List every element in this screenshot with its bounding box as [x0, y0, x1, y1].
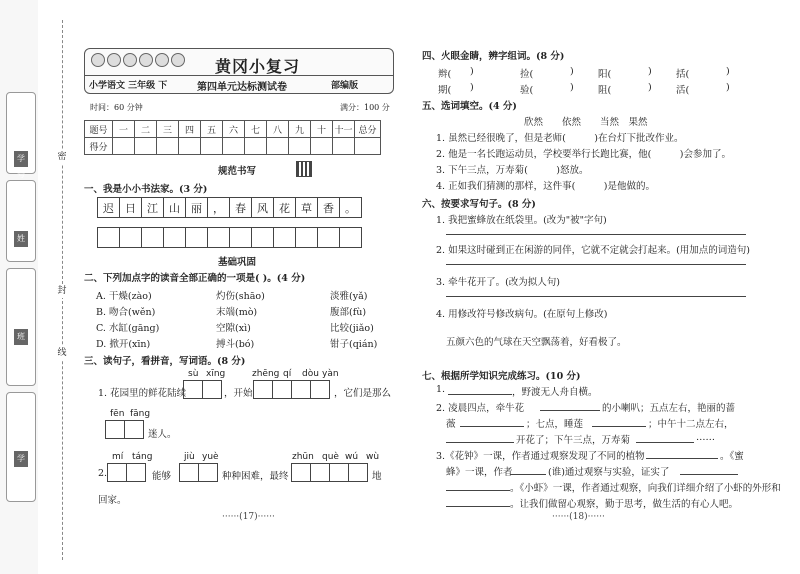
answer-line[interactable] — [446, 296, 746, 297]
score-header: 六 — [223, 121, 245, 138]
answer-line[interactable] — [646, 458, 718, 459]
q5-title: 五、选词填空。(4 分) — [422, 101, 517, 112]
score-header: 十一 — [333, 121, 355, 138]
qr-code-icon — [296, 161, 312, 177]
q7-text: 蜂》一课，作者 — [446, 467, 513, 478]
q4-close: ) — [648, 66, 652, 77]
q2-option-c-word: 比较(jiǎo) — [330, 323, 374, 334]
model-char: 丽 — [185, 197, 208, 218]
score-table — [84, 120, 381, 155]
answer-line[interactable] — [446, 490, 510, 491]
score-cell[interactable] — [157, 138, 179, 155]
pinyin: yàn — [322, 369, 339, 379]
model-char: 香 — [317, 197, 340, 218]
copy-model-grid — [98, 197, 362, 218]
q3-title: 三、读句子，看拼音，写词语。(8 分) — [84, 356, 246, 367]
answer-line[interactable] — [592, 426, 646, 427]
class-field[interactable] — [6, 268, 36, 386]
tab-label-class: 班级 — [14, 329, 28, 345]
score-cell[interactable] — [267, 138, 289, 155]
q7-text: 的小喇叭；五点左右，艳丽的蔷 — [602, 403, 736, 414]
q7-text: 薇 — [446, 419, 456, 430]
q1-title: 一、我是小小书法家。(3 分) — [84, 184, 208, 195]
writing-label: 规范书写 — [218, 166, 257, 177]
score-row-label: 得分 — [85, 138, 113, 155]
pinyin: xīng — [206, 369, 226, 379]
answer-line[interactable] — [680, 474, 738, 475]
answer-boxes[interactable] — [108, 463, 146, 482]
q5-item[interactable]: 1. 虽然已经很晚了，但是老师( )在台灯下批改作业。 — [436, 133, 684, 144]
q2-option-a-word: 淡雅(yǎ) — [330, 291, 368, 302]
exam-title: 第四单元达标测试卷 — [197, 82, 287, 93]
score-cell[interactable] — [355, 138, 381, 155]
q5-item[interactable]: 2. 他是一名长跑运动员，学校要举行长跑比赛，他( )会参加了。 — [436, 149, 731, 160]
subject-label: 小学语文 三年级 下 — [89, 81, 168, 91]
answer-line[interactable] — [460, 426, 524, 427]
score-cell[interactable] — [333, 138, 355, 155]
pinyin: táng — [132, 452, 153, 462]
q4-cell[interactable]: 验( — [520, 85, 534, 96]
score-header: 九 — [289, 121, 311, 138]
q3-s3a: 2. — [98, 468, 108, 479]
q4-close: ) — [648, 82, 652, 93]
seal-char: 线 — [55, 346, 69, 360]
q4-cell[interactable]: 辫( — [438, 69, 452, 80]
q6-title: 六、按要求写句子。(8 分) — [422, 199, 536, 210]
answer-line[interactable] — [446, 234, 746, 235]
score-header: 一 — [113, 121, 135, 138]
q2-option-a[interactable]: A. 干燥(zào) — [96, 291, 152, 302]
pinyin: fāng — [130, 409, 151, 419]
q7-text: 。让我们做留心观察，勤于思考，做生活的有心人吧。 — [510, 499, 739, 510]
q2-option-b[interactable]: B. 吻合(wěn) — [96, 307, 156, 318]
q4-cell[interactable]: 捡( — [520, 69, 534, 80]
q7-text: ；七点，睡莲 — [526, 419, 584, 430]
edition-label: 部编版 — [331, 81, 359, 91]
model-char: 春 — [229, 197, 252, 218]
q4-cell[interactable]: 括( — [676, 69, 690, 80]
q7-text: …… — [696, 432, 715, 443]
q7-text: 2. 凌晨四点，牵牛花 — [436, 403, 525, 414]
pinyin: zhūn — [292, 452, 314, 462]
tab-label-name: 姓名 — [14, 231, 28, 247]
score-header: 七 — [245, 121, 267, 138]
q7-text: ；中午十二点左右， — [648, 419, 734, 430]
q7-text: 1. — [436, 384, 446, 395]
model-char: 江 — [141, 197, 164, 218]
answer-line[interactable] — [446, 442, 514, 443]
q6-item: 3. 牵牛花开了。(改为拟人句) — [436, 277, 560, 288]
score-cell[interactable] — [289, 138, 311, 155]
answer-boxes[interactable] — [106, 420, 144, 439]
sick-sentence[interactable]: 五颜六色的气球在天空飘荡着，好看极了。 — [446, 337, 627, 348]
q2-option-c-word: 空隙(xì) — [216, 323, 251, 334]
pinyin: dòu — [302, 369, 319, 379]
score-header: 十 — [311, 121, 333, 138]
seal-char: 封 — [55, 284, 69, 298]
q3-s4: 回家。 — [98, 495, 127, 506]
pinyin: mí — [112, 452, 124, 462]
answer-line[interactable] — [510, 474, 546, 475]
q2-option-c[interactable]: C. 水缸(gāng) — [96, 323, 160, 334]
full-score-label: 满分：100 分 — [340, 103, 390, 112]
q4-cell[interactable]: 阳( — [598, 69, 612, 80]
model-char: 草 — [295, 197, 318, 218]
pinyin: què — [322, 452, 339, 462]
q3-s2: 迷人。 — [148, 429, 177, 440]
score-cell[interactable] — [223, 138, 245, 155]
score-header: 二 — [135, 121, 157, 138]
pinyin: wú — [345, 452, 359, 462]
pinyin: qí — [283, 369, 292, 379]
model-char: 。 — [339, 197, 362, 218]
q3-s3b: 能够 — [152, 471, 172, 482]
q7-text: 。《蜜 — [720, 451, 744, 462]
answer-boxes[interactable] — [254, 380, 330, 399]
q4-cell[interactable]: 活( — [676, 85, 690, 96]
model-char: ， — [207, 197, 230, 218]
score-cell[interactable] — [113, 138, 135, 155]
q3-s1a: 1. 花园里的鲜花陆续 — [98, 388, 187, 399]
q3-s1b: ，开始 — [224, 388, 253, 399]
copy-writing-grid[interactable] — [98, 227, 362, 248]
pinyin: zhēng — [252, 369, 280, 379]
q7-title: 七、根据所学知识完成练习。(10 分) — [422, 371, 581, 382]
tab-label-school: 学校 — [14, 451, 28, 467]
answer-boxes[interactable] — [184, 380, 222, 399]
q4-cell[interactable]: 期( — [438, 85, 452, 96]
q3-s3c: 种种困难，最终 — [222, 471, 289, 482]
q3-s1c: ，它们是那么 — [334, 388, 392, 399]
q6-item: 4. 用修改符号修改病句。(在原句上修改) — [436, 309, 608, 320]
q7-text: 3.《花钟》一课，作者通过观察发现了不同的植物 — [436, 451, 645, 462]
q4-close: ) — [470, 82, 474, 93]
q7-text: 开花了；下午三点，万寿菊 — [516, 435, 631, 446]
q7-text: 。《小虾》一课，作者通过观察，向我们详细介绍了小虾的外形和 — [510, 483, 781, 494]
school-field[interactable] — [6, 392, 36, 502]
q2-option-b-word: 末端(mò) — [216, 307, 258, 318]
pinyin: wù — [366, 452, 380, 462]
q2-option-a-word: 灼伤(shāo) — [216, 291, 265, 302]
q2-option-b-word: 腹部(fù) — [330, 307, 367, 318]
score-cell[interactable] — [201, 138, 223, 155]
q5-item[interactable]: 4. 正如我们猜测的那样，这件事( )是他做的。 — [436, 181, 655, 192]
seal-char: 密 — [55, 150, 69, 164]
q6-item: 2. 如果这时碰到正在闲游的同伴，它就不定就会打起来。(用加点的词造句) — [436, 245, 750, 256]
student-id-field[interactable] — [6, 92, 36, 179]
score-header: 总分 — [355, 121, 381, 138]
kids-illustration — [91, 53, 185, 67]
q4-close: ) — [570, 82, 574, 93]
tab-label-id: 学号 — [14, 151, 28, 167]
time-label: 时间：60 分钟 — [90, 103, 143, 112]
score-header: 三 — [157, 121, 179, 138]
name-field[interactable] — [6, 180, 36, 262]
score-cell[interactable] — [135, 138, 157, 155]
q5-word-bank: 欣然 依然 当然 果然 — [524, 117, 648, 128]
pinyin: sù — [188, 369, 199, 379]
q2-option-d[interactable]: D. 掀开(xīn) — [96, 339, 151, 350]
q4-close: ) — [570, 66, 574, 77]
q2-option-d-word: 钳子(qián) — [330, 339, 378, 350]
q3-s3d: 地 — [372, 471, 382, 482]
score-header: 题号 — [85, 121, 113, 138]
q2-option-d-word: 搏斗(bó) — [216, 339, 255, 350]
exam-header — [84, 48, 394, 94]
score-header: 八 — [267, 121, 289, 138]
pinyin: jiù — [184, 452, 195, 462]
answer-boxes[interactable] — [180, 463, 218, 482]
score-header: 五 — [201, 121, 223, 138]
q2-title: 二、下列加点字的读音全部正确的一项是( )。(4 分) — [84, 273, 306, 284]
answer-line[interactable] — [540, 410, 600, 411]
q4-close: ) — [726, 82, 730, 93]
q6-item: 1. 我把蜜蜂放在纸袋里。(改为"被"字句) — [436, 215, 607, 226]
q7-text: (谁)通过观察与实验，证实了 — [548, 467, 670, 478]
answer-boxes[interactable] — [292, 463, 368, 482]
answer-line[interactable] — [446, 506, 510, 507]
q4-title: 四、火眼金睛，辨字组词。(8 分) — [422, 51, 565, 62]
score-cell[interactable] — [179, 138, 201, 155]
model-char: 山 — [163, 197, 186, 218]
basics-label: 基础巩固 — [218, 257, 257, 268]
model-char: 迟 — [97, 197, 120, 218]
model-char: 花 — [273, 197, 296, 218]
score-cell[interactable] — [311, 138, 333, 155]
q5-item[interactable]: 3. 下午三点，万寿菊( )怒放。 — [436, 165, 589, 176]
answer-line[interactable] — [446, 264, 746, 265]
page-number-right: ······(18)······ — [552, 512, 605, 522]
pinyin: yuè — [202, 452, 219, 462]
q4-cell[interactable]: 阻( — [598, 85, 612, 96]
q4-close: ) — [726, 66, 730, 77]
q4-close: ) — [470, 66, 474, 77]
score-header: 四 — [179, 121, 201, 138]
model-char: 风 — [251, 197, 274, 218]
answer-line[interactable] — [636, 442, 694, 443]
page-number-left: ······(17)······ — [222, 512, 275, 522]
model-char: 日 — [119, 197, 142, 218]
q7-text: ，野渡无人舟自横。 — [512, 387, 598, 398]
score-cell[interactable] — [245, 138, 267, 155]
answer-line[interactable] — [448, 394, 512, 395]
pinyin: fēn — [110, 409, 125, 419]
brand-logo: 黄冈小复习 — [215, 57, 301, 76]
